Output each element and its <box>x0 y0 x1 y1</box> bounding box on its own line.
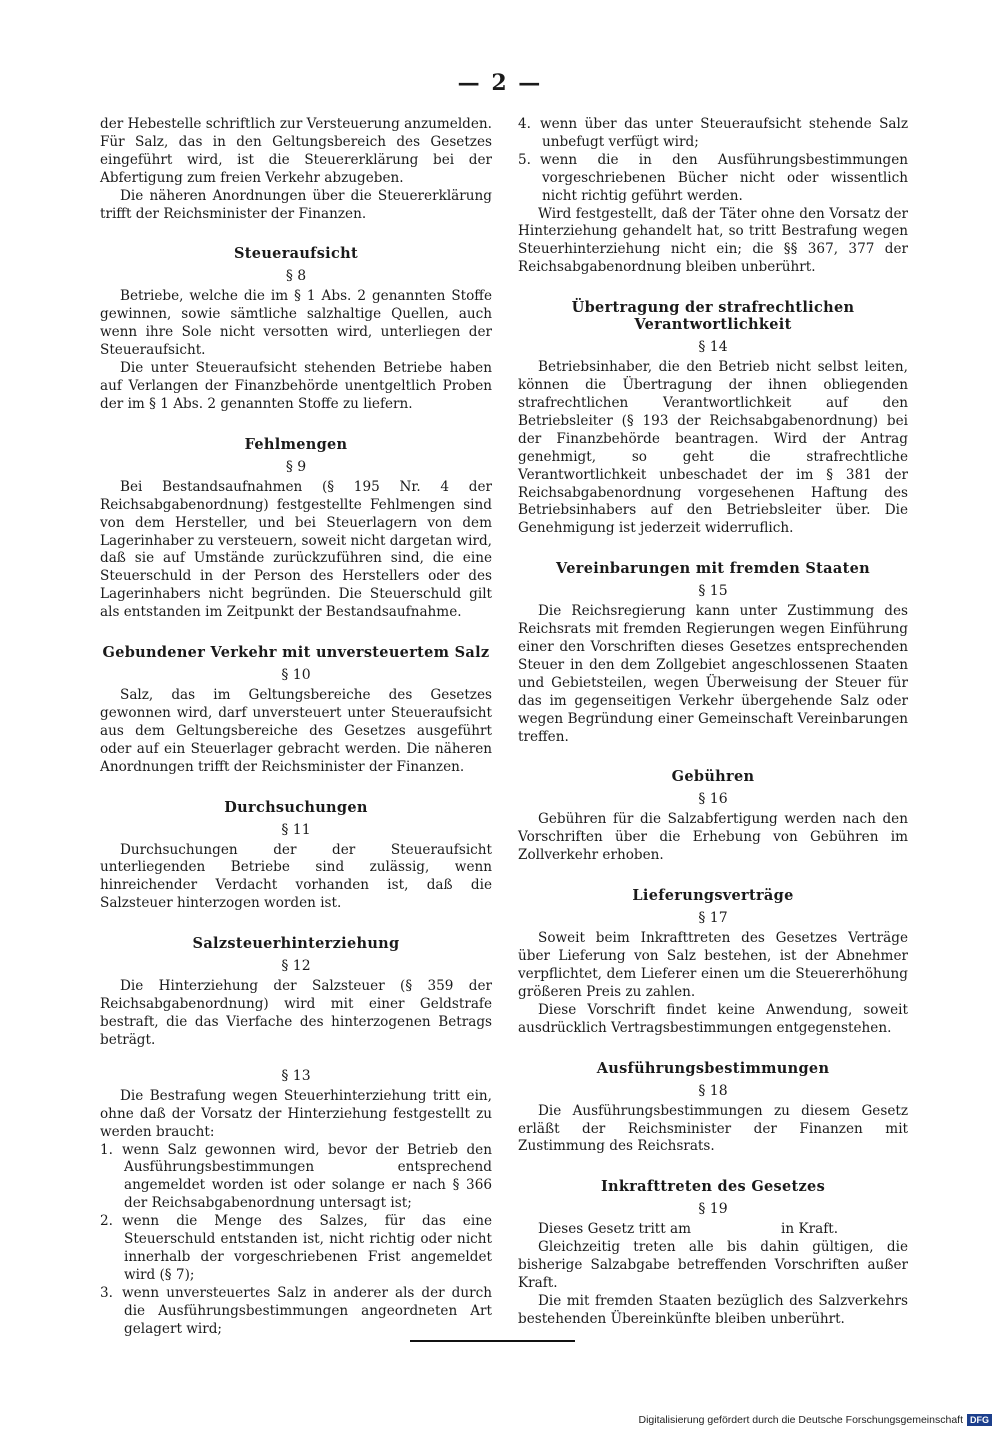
section-number: § 12 <box>281 958 311 975</box>
section-heading: Ausführungsbestimmungen <box>596 1059 830 1077</box>
paragraph: Bei Bestandsaufnahmen (§ 195 Nr. 4 der Reichsabgabenordnung) festgestellte Fehlmengen sind von dem Hersteller, und bei Steuerlagern von dem Lagerinhaber zu versteuern, soweit nicht dargetan wird, daß sie auf Umstände zurückzuführen sind, die eine Steuerschuld in der Person des Herstellers oder des Lagerinhabers nicht begründen. Die Steuerschuld gilt als entstanden im Zeitpunkt der Bestandsaufnahme. <box>100 478 492 621</box>
paragraph: Diese Vorschrift findet keine Anwendung, soweit ausdrücklich Vertragsbestimmungen entgegenstehen. <box>518 1001 908 1036</box>
paragraph: Betriebe, welche die im § 1 Abs. 2 genannten Stoffe gewinnen, sowie sämtliche salzhaltige Quellen, auch wenn ihre Sole nicht versotten wird, unterliegen der Steueraufsicht. <box>100 288 492 359</box>
paragraph: Die Hinterziehung der Salzsteuer (§ 359 der Reichsabgabenordnung) wird mit einer Geldstrafe bestraft, die das Vierfache des hinterzogenen Betrags beträgt. <box>100 978 492 1048</box>
section-heading: Vereinbarungen mit fremden Staaten <box>556 560 870 578</box>
footer <box>638 1414 992 1426</box>
list-item <box>100 1285 492 1339</box>
section-number: § 16 <box>698 791 728 808</box>
paragraph <box>518 1221 908 1239</box>
list-number: 1. <box>100 1141 113 1158</box>
list-text: wenn unversteuertes Salz in anderer als der durch die Ausführungsbestimmungen angeordneten Art gelagert wird; <box>122 1284 492 1337</box>
paragraph: Betriebsinhaber, die den Betrieb nicht selbst leiten, können die Übertragung der ihnen obliegenden strafrechtlichen Verantwortlichkeit auf den Betriebsleiter (§ 193 der Reichsabgabenordnung) bei der Finanzbehörde beantragen. Wird der Antrag genehmigt, so geht die strafrechtliche Verantwortlichkeit unbeschadet der im § 381 der Reichsabgabenordnung vorgesehenen Haftung des Betriebsinhabers auf den Betriebsleiter über. Die Genehmigung ist jederzeit widerruflich. <box>518 359 908 537</box>
list-item <box>100 1213 492 1285</box>
list-item <box>518 116 908 152</box>
section-number: § 10 <box>281 667 311 684</box>
paragraph: Gleichzeitig treten alle bis dahin gültigen, die bisherige Salzabgabe betreffenden Vorschriften außer Kraft. <box>518 1239 908 1292</box>
paragraph: Die näheren Anordnungen über die Steuererklärung trifft der Reichsminister der Finanzen. <box>100 187 492 222</box>
section-number: § 14 <box>698 339 728 356</box>
paragraph-text: Dieses Gesetz tritt am <box>538 1221 692 1238</box>
section-number: § 9 <box>285 458 307 475</box>
section-heading: Fehlmengen <box>244 435 348 453</box>
section-heading: Gebundener Verkehr mit unversteuertem Salz <box>102 644 490 662</box>
paragraph: Die Bestrafung wegen Steuerhinterziehung tritt ein, ohne daß der Vorsatz der Hinterziehung festgestellt zu werden braucht: <box>100 1087 492 1140</box>
paragraph: der Hebestelle schriftlich zur Versteuerung anzumelden. Für Salz, das in den Geltungsbereich des Gesetzes eingeführt wird, ist die Steuererklärung bei der Abfertigung zum freien Verkehr abzugeben. <box>100 116 492 186</box>
section-heading: Steueraufsicht <box>234 245 358 263</box>
section-heading: Salzsteuerhinterziehung <box>192 935 400 953</box>
paragraph: Die unter Steueraufsicht stehenden Betriebe haben auf Verlangen der Finanzbehörde unentgeltlich Proben der im § 1 Abs. 2 genannten Stoffe zu liefern. <box>100 360 492 412</box>
paragraph-text: in Kraft. <box>781 1221 839 1238</box>
section-number: § 15 <box>698 583 728 600</box>
footer-text: Digitalisierung gefördert durch die Deutsche Forschungsgemeinschaft <box>638 1414 963 1426</box>
paragraph: Salz, das im Geltungsbereiche des Gesetzes gewonnen wird, darf unversteuert unter Steueraufsicht aus dem Geltungsbereiche des Gesetzes ausgeführt oder auf ein Steuerlager gebracht werden. Die näheren Anordnungen trifft der Reichsminister der Finanzen. <box>100 687 492 775</box>
section-number: § 19 <box>698 1201 728 1218</box>
list-text: wenn die Menge des Salzes, für das eine Steuerschuld entstanden ist, nicht richtig oder nicht innerhalb der vorgeschriebenen Frist angemeldet wird (§ 7); <box>122 1213 492 1283</box>
section-heading: Durchsuchungen <box>224 798 368 816</box>
section-number: § 11 <box>281 821 311 838</box>
paragraph: Die Reichsregierung kann unter Zustimmung des Reichsrats mit fremden Regierungen wegen Einführung einer den Vorschriften dieses Gesetzes entsprechenden Steuer in den dem Zollgebiet angeschlossenen Staaten und Gebietsteilen, wegen Überweisung der Steuer für das im gegenseitigen Verkehr übergehende Salz oder wegen Begründung einer Gemeinschaft Vereinbarungen treffen. <box>518 603 908 745</box>
section-heading: Inkrafttreten des Gesetzes <box>600 1178 826 1196</box>
section-heading: Lieferungsverträge <box>632 887 794 905</box>
list-item <box>518 152 908 206</box>
section-number: § 18 <box>698 1082 728 1099</box>
paragraph: Durchsuchungen der der Steueraufsicht unterliegenden Betriebe sind zulässig, wenn hinreichender Verdacht vorhanden ist, daß die Salzsteuer hinterzogen worden ist. <box>100 841 492 912</box>
list-text: wenn über das unter Steueraufsicht stehende Salz unbefugt verfügt wird; <box>540 116 908 150</box>
left-column <box>100 116 492 1339</box>
list-item <box>100 1142 492 1214</box>
list-number: 2. <box>100 1213 113 1230</box>
section-number: § 17 <box>698 910 728 927</box>
paragraph: Die mit fremden Staaten bezüglich des Salzverkehrs bestehenden Übereinkünfte bleiben unberührt. <box>518 1292 908 1327</box>
paragraph: Gebühren für die Salzabfertigung werden nach den Vorschriften über die Erhebung von Gebühren im Zollverkehr erhoben. <box>518 811 908 864</box>
list-text: wenn die in den Ausführungsbestimmungen vorgeschriebenen Bücher nicht oder wissentlich nicht richtig geführt werden. <box>540 151 908 204</box>
dfg-logo: DFG <box>967 1414 992 1426</box>
section-number: § 13 <box>281 1067 311 1084</box>
paragraph: Die Ausführungsbestimmungen zu diesem Gesetz erläßt der Reichsminister der Finanzen mit Zustimmung des Reichsrats. <box>518 1102 908 1155</box>
section-heading: Gebühren <box>671 768 755 786</box>
list-number: 5. <box>518 151 531 168</box>
list-number: 3. <box>100 1284 113 1301</box>
section-heading: Übertragung der strafrechtlichen Verantwortlichkeit <box>571 299 855 334</box>
paragraph: Soweit beim Inkrafttreten des Gesetzes Verträge über Lieferung von Salz bestehen, ist der Abnehmer verpflichtet, dem Lieferer einen um die Steuererhöhung größeren Preis zu zahlen. <box>518 930 908 1000</box>
list-number: 4. <box>518 116 531 132</box>
end-rule <box>410 1340 575 1342</box>
section-number: § 8 <box>285 268 307 285</box>
page-number: — 2 — <box>457 70 543 96</box>
list-text: wenn Salz gewonnen wird, bevor der Betrieb den Ausführungsbestimmungen entsprechend angemeldet worden ist oder solange er nach § 366 der Reichsabgabenordnung untersagt ist; <box>122 1141 492 1212</box>
paragraph: Wird festgestellt, daß der Täter ohne den Vorsatz der Hinterziehung gehandelt hat, so tritt Bestrafung wegen Steuerhinterziehung nicht ein; die §§ 367, 377 der Reichsabgabenordnung bleiben unberührt. <box>518 205 908 276</box>
right-column <box>518 116 908 1329</box>
